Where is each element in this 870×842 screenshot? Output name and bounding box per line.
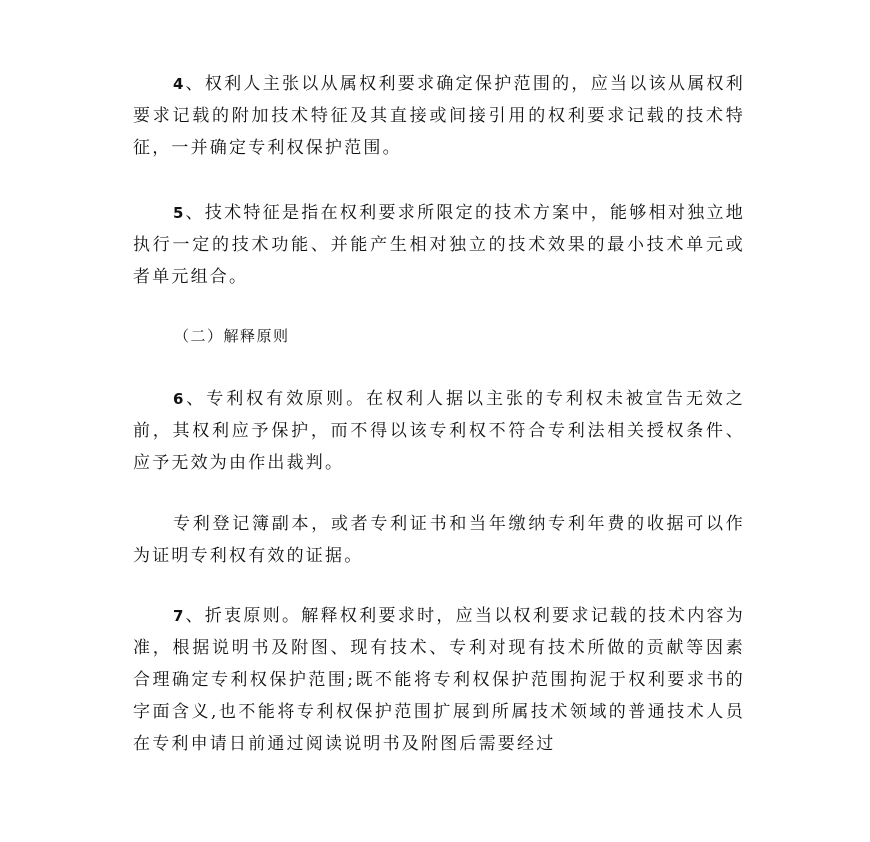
paragraph-number: 4 [173, 75, 184, 93]
paragraph-number: 7 [173, 607, 184, 625]
paragraph-5 [133, 197, 745, 293]
paragraph-text: 、技术特征是指在权利要求所限定的技术方案中，能够相对独立地执行一定的技术功能、并能产生相对独立的技术效果的最小技术单元或者单元组合。 [133, 203, 745, 287]
paragraph-text: 、专利权有效原则。在权利人据以主张的专利权未被宣告无效之前，其权利应予保护，而不得以该专利权不符合专利法相关授权条件、应予无效为由作出裁判。 [133, 389, 745, 473]
paragraph-7 [133, 600, 745, 760]
paragraph-6 [133, 383, 745, 479]
paragraph-number: 6 [173, 390, 184, 408]
section-heading: （二）解释原则 [174, 327, 290, 345]
paragraph-text: 专利登记簿副本，或者专利证书和当年缴纳专利年费的收据可以作为证明专利权有效的证据。 [133, 514, 745, 566]
paragraph-number: 5 [173, 204, 184, 222]
paragraph-text: 、权利人主张以从属权利要求确定保护范围的，应当以该从属权利要求记载的附加技术特征及其直接或间接引用的权利要求记载的技术特征，一并确定专利权保护范围。 [133, 74, 745, 158]
paragraph-text: 、折衷原则。解释权利要求时，应当以权利要求记载的技术内容为准，根据说明书及附图、现有技术、专利对现有技术所做的贡献等因素合理确定专利权保护范围;既不能将专利权保护范围拘泥于权利要求书的字面含义,也不能将专利权保护范围扩展到所属技术领域的普通技术人员在专利申请日前通过阅读说明书及附图后需要经过 [133, 606, 745, 754]
paragraph-4 [133, 68, 745, 164]
paragraph-evidence [133, 508, 745, 572]
